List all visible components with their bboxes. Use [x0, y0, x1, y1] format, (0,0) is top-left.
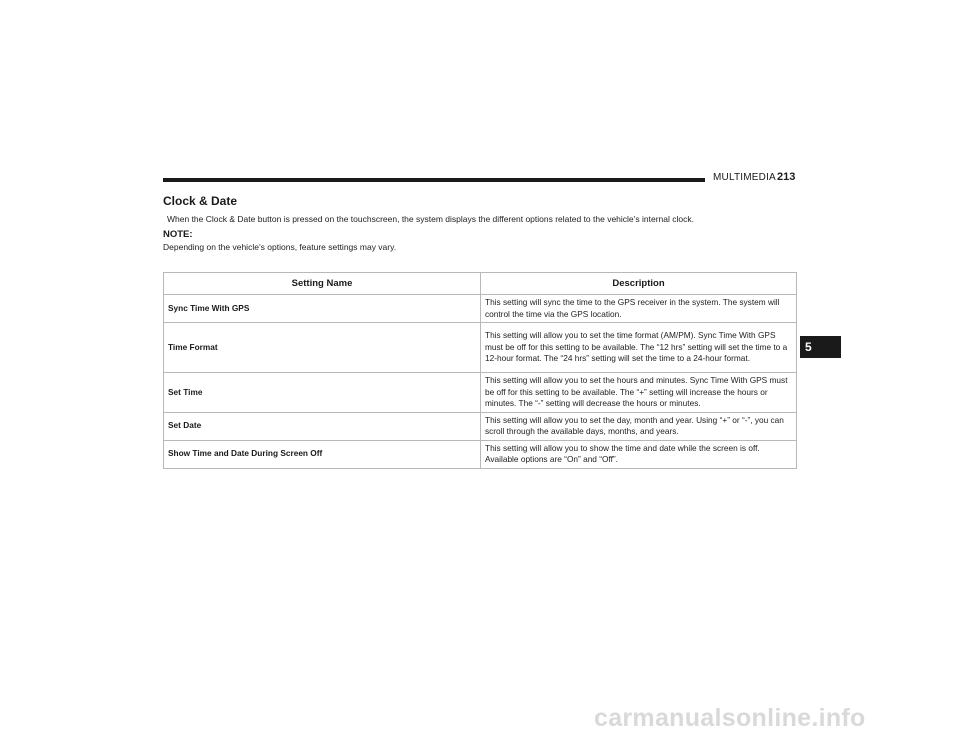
header-rule [163, 178, 705, 182]
column-header-setting: Setting Name [164, 273, 481, 295]
table-row [164, 323, 797, 373]
setting-description: This setting will allow you to show the time and date while the screen is off. Available options are “On” and “Off”. [481, 440, 797, 468]
table-row [164, 295, 797, 323]
setting-name: Set Date [164, 412, 481, 440]
table-row [164, 412, 797, 440]
setting-name: Sync Time With GPS [164, 295, 481, 323]
note-text: Depending on the vehicle’s options, feature settings may vary. [163, 242, 397, 252]
chapter-tab: 5 [800, 336, 841, 358]
setting-description: This setting will sync the time to the GPS receiver in the system. The system will control the time via the GPS location. [481, 295, 797, 323]
header-section-title: MULTIMEDIA [713, 172, 776, 183]
page-number: 213 [777, 171, 796, 183]
column-header-description: Description [481, 273, 797, 295]
table-header-row [164, 273, 797, 295]
setting-description: This setting will allow you to set the time format (AM/PM). Sync Time With GPS must be off for this setting to be available. The “12 hrs” setting will set the time to a 12-hour format. The “24 hrs” setting will set the time to a 24-hour format. [481, 323, 797, 373]
watermark: carmanualsonline.info [594, 704, 866, 732]
setting-description: This setting will allow you to set the hours and minutes. Sync Time With GPS must be off for this setting to be available. The “+” setting will increase the hours or minutes. The “-” setting will decrease the hours or minutes. [481, 373, 797, 413]
note-label: NOTE: [163, 229, 193, 240]
table-row [164, 373, 797, 413]
setting-name: Time Format [164, 323, 481, 373]
setting-name: Show Time and Date During Screen Off [164, 440, 481, 468]
table-row [164, 440, 797, 468]
setting-name: Set Time [164, 373, 481, 413]
intro-text: When the Clock & Date button is pressed on the touchscreen, the system displays the different options related to the vehicle’s internal clock. [167, 214, 694, 224]
settings-table [163, 272, 797, 469]
section-title: Clock & Date [163, 194, 238, 208]
setting-description: This setting will allow you to set the day, month and year. Using “+” or “-”, you can scroll through the available days, months, and years. [481, 412, 797, 440]
